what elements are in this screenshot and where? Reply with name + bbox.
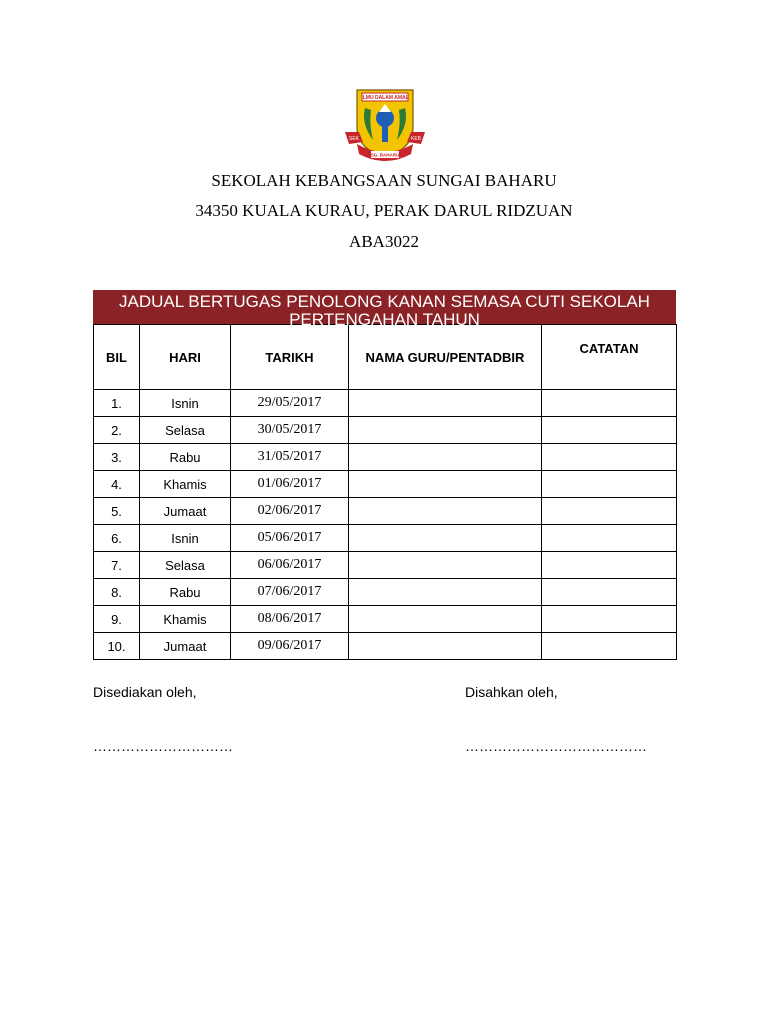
cell-catatan <box>542 444 677 471</box>
cell-nama <box>349 444 542 471</box>
cell-hari: Rabu <box>140 444 231 471</box>
cell-tarikh: 02/06/2017 <box>231 498 349 525</box>
cell-tarikh: 05/06/2017 <box>231 525 349 552</box>
table-row <box>94 633 677 660</box>
cell-catatan <box>542 579 677 606</box>
school-logo <box>343 88 427 166</box>
cell-hari: Isnin <box>140 390 231 417</box>
table-header-row <box>94 325 677 390</box>
prepared-by-signature-line: ………………………… <box>93 738 233 754</box>
cell-tarikh: 01/06/2017 <box>231 471 349 498</box>
table-row <box>94 606 677 633</box>
cell-catatan <box>542 552 677 579</box>
cell-nama <box>349 633 542 660</box>
cell-bil: 4. <box>94 471 140 498</box>
logo-banner-text: ILMU DALAM AMAL <box>361 95 409 101</box>
cell-bil: 1. <box>94 390 140 417</box>
cell-nama <box>349 552 542 579</box>
cell-catatan <box>542 417 677 444</box>
cell-hari: Khamis <box>140 471 231 498</box>
cell-tarikh: 07/06/2017 <box>231 579 349 606</box>
table-row <box>94 552 677 579</box>
approved-by-signature-line: ………………………………… <box>465 738 647 754</box>
cell-nama <box>349 390 542 417</box>
cell-catatan <box>542 606 677 633</box>
header-catatan: CATATAN <box>542 325 677 390</box>
cell-tarikh: 31/05/2017 <box>231 444 349 471</box>
header-hari: HARI <box>140 325 231 390</box>
cell-catatan <box>542 525 677 552</box>
cell-hari: Jumaat <box>140 633 231 660</box>
table-row <box>94 498 677 525</box>
cell-nama <box>349 471 542 498</box>
cell-bil: 10. <box>94 633 140 660</box>
school-code: ABA3022 <box>349 232 419 251</box>
logo-bottom-text: SG. BAHARU <box>370 152 400 158</box>
table-row <box>94 390 677 417</box>
cell-bil: 6. <box>94 525 140 552</box>
cell-catatan <box>542 633 677 660</box>
approved-by-label: Disahkan oleh, <box>465 684 558 700</box>
cell-nama <box>349 579 542 606</box>
header-tarikh: TARIKH <box>231 325 349 390</box>
table-title: JADUAL BERTUGAS PENOLONG KANAN SEMASA CUTI SEKOLAH PERTENGAHAN TAHUN <box>93 290 676 324</box>
header-bil: BIL <box>94 325 140 390</box>
cell-hari: Selasa <box>140 552 231 579</box>
logo-left-text: SEK <box>348 136 360 142</box>
table-row <box>94 417 677 444</box>
cell-catatan <box>542 390 677 417</box>
table-row <box>94 579 677 606</box>
cell-hari: Selasa <box>140 417 231 444</box>
cell-bil: 7. <box>94 552 140 579</box>
cell-hari: Khamis <box>140 606 231 633</box>
cell-tarikh: 30/05/2017 <box>231 417 349 444</box>
cell-tarikh: 09/06/2017 <box>231 633 349 660</box>
logo-right-text: KEB <box>410 136 422 142</box>
cell-bil: 9. <box>94 606 140 633</box>
cell-catatan <box>542 471 677 498</box>
school-address: 34350 KUALA KURAU, PERAK DARUL RIDZUAN <box>195 201 573 220</box>
table-row <box>94 471 677 498</box>
prepared-by-label: Disediakan oleh, <box>93 684 197 700</box>
cell-nama <box>349 417 542 444</box>
table-row <box>94 444 677 471</box>
cell-nama <box>349 525 542 552</box>
table-row <box>94 525 677 552</box>
cell-catatan <box>542 498 677 525</box>
cell-hari: Rabu <box>140 579 231 606</box>
duty-table <box>93 290 676 660</box>
cell-tarikh: 29/05/2017 <box>231 390 349 417</box>
duty-schedule-table <box>93 324 677 660</box>
cell-bil: 3. <box>94 444 140 471</box>
cell-hari: Isnin <box>140 525 231 552</box>
cell-bil: 5. <box>94 498 140 525</box>
cell-nama <box>349 498 542 525</box>
school-name: SEKOLAH KEBANGSAAN SUNGAI BAHARU <box>211 171 557 190</box>
cell-tarikh: 06/06/2017 <box>231 552 349 579</box>
cell-bil: 8. <box>94 579 140 606</box>
cell-bil: 2. <box>94 417 140 444</box>
header-nama: NAMA GURU/PENTADBIR <box>349 325 542 390</box>
cell-tarikh: 08/06/2017 <box>231 606 349 633</box>
cell-hari: Jumaat <box>140 498 231 525</box>
cell-nama <box>349 606 542 633</box>
